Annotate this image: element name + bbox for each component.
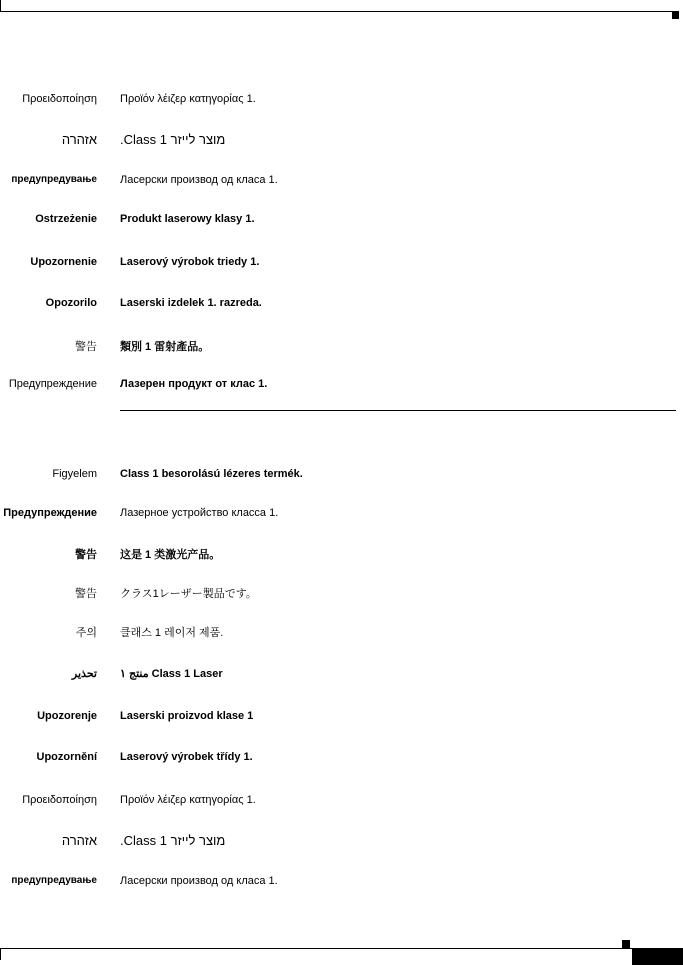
warning-text: Προϊόν λέιζερ κατηγορίας 1. bbox=[120, 93, 256, 105]
warning-label: 警告 bbox=[75, 549, 97, 561]
warning-label: Προειδοποίηση bbox=[22, 794, 97, 806]
warning-row-macedonian bbox=[0, 172, 683, 192]
footer-rule bbox=[0, 948, 683, 949]
warning-text: 클래스 1 레이저 제품. bbox=[120, 627, 224, 639]
warning-row-slovak bbox=[0, 254, 683, 274]
header-rule bbox=[0, 11, 679, 12]
warning-text: Προϊόν λέιζερ κατηγορίας 1. bbox=[120, 794, 256, 806]
warning-row-simplified-chinese bbox=[0, 547, 683, 567]
warning-text: Laserski proizvod klase 1 bbox=[120, 710, 254, 722]
warning-text: Ласерски производ од класа 1. bbox=[120, 875, 278, 887]
warning-label: Ostrzeżenie bbox=[35, 213, 97, 225]
footer-page-tab bbox=[632, 949, 683, 965]
warning-row-traditional-chinese bbox=[0, 339, 683, 359]
warning-label: 警告 bbox=[75, 341, 97, 353]
warning-text: 類別 1 雷射產品。 bbox=[120, 341, 210, 353]
section-divider bbox=[120, 410, 676, 411]
warning-label: אזהרה bbox=[61, 132, 97, 147]
header-marker bbox=[672, 12, 679, 19]
warning-row-japanese bbox=[0, 586, 683, 606]
warning-row-arabic bbox=[0, 666, 683, 686]
warning-row-hungarian bbox=[0, 466, 683, 486]
warning-label: Предупреждение bbox=[3, 507, 97, 519]
warning-row-polish bbox=[0, 211, 683, 231]
warning-row-macedonian-2 bbox=[0, 873, 683, 893]
footer-marker bbox=[622, 940, 630, 948]
warning-label: אזהרה bbox=[61, 833, 97, 848]
warning-text: 这是 1 类激光产品。 bbox=[120, 549, 221, 561]
warning-text: Ласерски производ од класа 1. bbox=[120, 174, 278, 186]
warning-row-czech bbox=[0, 749, 683, 769]
warning-row-croatian bbox=[0, 708, 683, 728]
warning-text: Laserový výrobok triedy 1. bbox=[120, 256, 260, 268]
warning-text: Laserový výrobek třídy 1. bbox=[120, 751, 253, 763]
warning-label: Upozornenie bbox=[30, 256, 97, 268]
warning-text: Laserski izdelek 1. razreda. bbox=[120, 297, 262, 309]
warning-text: מוצר לייזר Class 1. bbox=[120, 132, 226, 147]
warning-text: Лазерное устройство класса 1. bbox=[120, 507, 279, 519]
warning-label: تحذير bbox=[71, 668, 97, 680]
warning-row-greek bbox=[0, 91, 683, 111]
warning-label: предупредување bbox=[11, 174, 97, 185]
warning-text: מוצר לייזר Class 1. bbox=[120, 833, 226, 848]
warning-label: Предупреждение bbox=[8, 378, 97, 390]
warning-label: 警告 bbox=[75, 588, 97, 600]
warning-label: Figyelem bbox=[52, 468, 97, 480]
warning-row-hebrew-2 bbox=[0, 833, 683, 853]
warning-row-greek-2 bbox=[0, 792, 683, 812]
warning-row-bulgarian bbox=[0, 376, 683, 396]
warning-row-korean bbox=[0, 625, 683, 645]
warning-text: منتج ١ Class 1 Laser bbox=[120, 668, 223, 680]
warning-label: 주의 bbox=[75, 627, 97, 639]
warning-row-russian bbox=[0, 505, 683, 525]
warning-row-hebrew bbox=[0, 132, 683, 152]
warning-text: Лазерен продукт от клас 1. bbox=[120, 378, 268, 390]
warning-text: クラス1レーザー製品です。 bbox=[120, 588, 257, 600]
warning-label: предупредување bbox=[11, 875, 97, 886]
warning-label: Προειδοποίηση bbox=[22, 93, 97, 105]
bottom-corner-tick bbox=[0, 948, 1, 960]
warning-label: Upozornění bbox=[36, 751, 97, 763]
warning-label: Upozorenje bbox=[37, 710, 97, 722]
warning-label: Opozorilo bbox=[45, 297, 97, 309]
warning-text: Produkt laserowy klasy 1. bbox=[120, 213, 255, 225]
warning-text: Class 1 besorolású lézeres termék. bbox=[120, 468, 303, 480]
warning-row-slovenian bbox=[0, 295, 683, 315]
